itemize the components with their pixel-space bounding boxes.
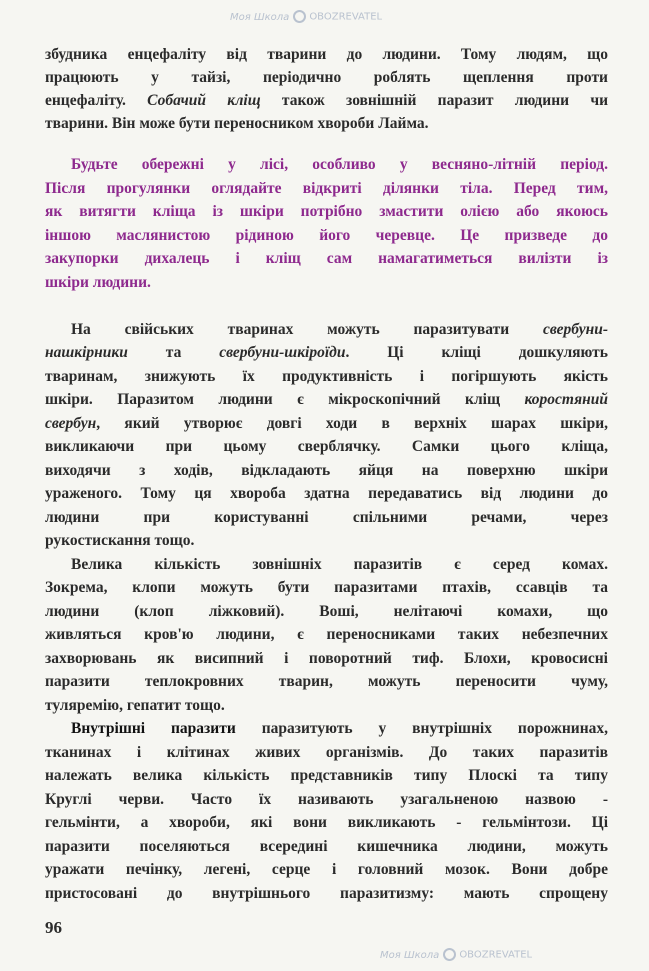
italic-term: нашкірники — [45, 344, 128, 362]
text-segment: рукостискання тощо. — [45, 532, 195, 550]
bold-term: Внутрішні паразити — [71, 720, 236, 738]
watermark — [230, 10, 382, 23]
text-segment: . Ці кліщі дошкуляють — [345, 344, 608, 362]
text-segment: енцефаліту. — [45, 92, 148, 109]
text-line — [45, 318, 608, 341]
text-line — [45, 153, 608, 177]
text-line — [45, 435, 608, 458]
italic-term: коростяний — [524, 391, 608, 409]
text-line — [45, 177, 608, 201]
text-segment: Після прогулянки оглядайте відкриті ділянки тіла. Перед тим, — [45, 179, 608, 197]
text-segment: тканинах і клітинах живих організмів. До таких паразитів — [45, 743, 608, 761]
text-line — [45, 717, 608, 740]
text-line — [45, 858, 608, 881]
watermark — [380, 948, 532, 961]
text-line — [45, 811, 608, 834]
text-segment: людини при користуванні спільними речами, через — [45, 508, 608, 526]
text-segment: іншою маслянистою рідиною його черевце. Це призведе до — [45, 226, 608, 244]
text-segment: паразити теплокровних тварин, можуть переносити чуму, — [45, 673, 608, 691]
text-segment: На свійських тваринах можуть паразитувати — [71, 321, 543, 338]
text-segment: уражати печінку, легені, серце і головний мозок. Вони добре — [45, 861, 608, 879]
text-segment: Зокрема, клопи можуть бути паразитами птахів, ссавців та — [45, 579, 608, 597]
text-line — [45, 66, 608, 89]
text-line — [45, 271, 608, 295]
text-segment: туляремію, гепатит тощо. — [45, 696, 225, 714]
watermark-text: OBOZREVATEL — [309, 11, 383, 23]
body-paragraphs — [45, 318, 608, 905]
text-line — [45, 365, 608, 388]
watermark-text: Моя Школа — [380, 949, 440, 961]
paragraph-ticks-intro — [45, 43, 608, 135]
text-segment: Будьте обережні у лісі, особливо у весняно-літній період. — [71, 156, 608, 173]
italic-term: свербун — [45, 414, 97, 432]
text-segment: викликаючи при цьому сверблячку. Самки цього кліща, — [45, 438, 608, 456]
text-segment: шкіри. Паразитом людини є мікроскопічний кліщ — [45, 391, 525, 409]
text-line — [45, 388, 608, 411]
text-segment: Круглі черви. Часто їх називають узагальненою назвою - — [45, 790, 608, 808]
italic-term: свербуни- — [542, 321, 608, 338]
text-segment: паразити поселяються всередині кишечника людини, можуть — [45, 837, 608, 855]
text-segment: також зовнішній паразит людини чи — [260, 92, 608, 109]
text-segment: виходячи з ходів, відкладають яйця на поверхню шкіри — [45, 461, 608, 479]
text-segment: ураженого. Тому ця хвороба здатна передаватись від людини до — [45, 485, 608, 503]
page-number: 96 — [45, 918, 62, 937]
text-line — [45, 506, 608, 529]
watermark-logo-icon — [443, 948, 456, 961]
text-segment: тварини. Він може бути переносником хвороби Лайма. — [45, 115, 429, 132]
watermark-text: Моя Школа — [230, 11, 290, 23]
text-segment: пристосовані до внутрішнього паразитизму: мають спрощену — [45, 884, 608, 902]
text-segment: Велика кількість зовнішніх паразитів є серед комах. — [71, 555, 608, 573]
text-segment: живляться кров'ю людини, є переносниками таких небезпечних — [45, 626, 608, 644]
text-segment: тваринам, знижують їх продуктивність і погіршують якість — [45, 367, 608, 385]
text-line — [45, 647, 608, 670]
text-segment: захворювань як висипний і поворотний тиф. Блохи, кровосисні — [45, 649, 608, 667]
text-line — [45, 89, 608, 112]
text-line — [45, 764, 608, 787]
text-segment: працюють у тайзі, періодично роблять щеплення проти — [45, 69, 608, 86]
text-line — [45, 553, 608, 576]
text-line — [45, 224, 608, 248]
text-segment: шкіри людини. — [45, 273, 151, 291]
text-line — [45, 741, 608, 764]
watermark-text: OBOZREVATEL — [459, 949, 533, 961]
text-segment: збудника енцефаліту від тварини до людини. Тому людям, що — [45, 46, 608, 63]
text-line — [45, 529, 608, 552]
text-line — [45, 459, 608, 482]
text-line — [45, 670, 608, 693]
text-line — [45, 482, 608, 505]
text-line — [45, 694, 608, 717]
text-line — [45, 882, 608, 905]
text-line — [45, 247, 608, 271]
text-line — [45, 112, 608, 135]
text-segment: як витягти кліща із шкіри потрібно змастити олією або якоюсь — [45, 203, 608, 221]
warning-paragraph — [45, 153, 608, 295]
text-segment: гельмінти, а хвороби, які вони викликають - гельмінтози. Ці — [45, 814, 608, 832]
watermark-logo-icon — [293, 10, 306, 23]
text-line — [45, 576, 608, 599]
text-segment: , який утворює довгі ходи в верхніх шарах шкіри, — [96, 414, 608, 432]
text-line — [45, 600, 608, 623]
text-segment: паразитують у внутрішніх порожнинах, — [235, 720, 608, 738]
italic-term: Собачий кліщ — [147, 92, 261, 109]
text-line — [45, 623, 608, 646]
text-line — [45, 200, 608, 224]
text-line — [45, 341, 608, 364]
text-line — [45, 412, 608, 435]
text-segment: закупорки дихалець і кліщ сам намагатиметься вилізти із — [45, 250, 608, 268]
text-segment: та — [127, 344, 220, 362]
text-segment: належать велика кількість представників типу Плоскі та типу — [45, 767, 608, 785]
text-line — [45, 788, 608, 811]
text-line — [45, 43, 608, 66]
text-line — [45, 835, 608, 858]
italic-term: свербуни-шкіроїди — [219, 344, 346, 362]
text-segment: людини (клоп ліжковий). Воші, нелітаючі комахи, що — [45, 602, 608, 620]
